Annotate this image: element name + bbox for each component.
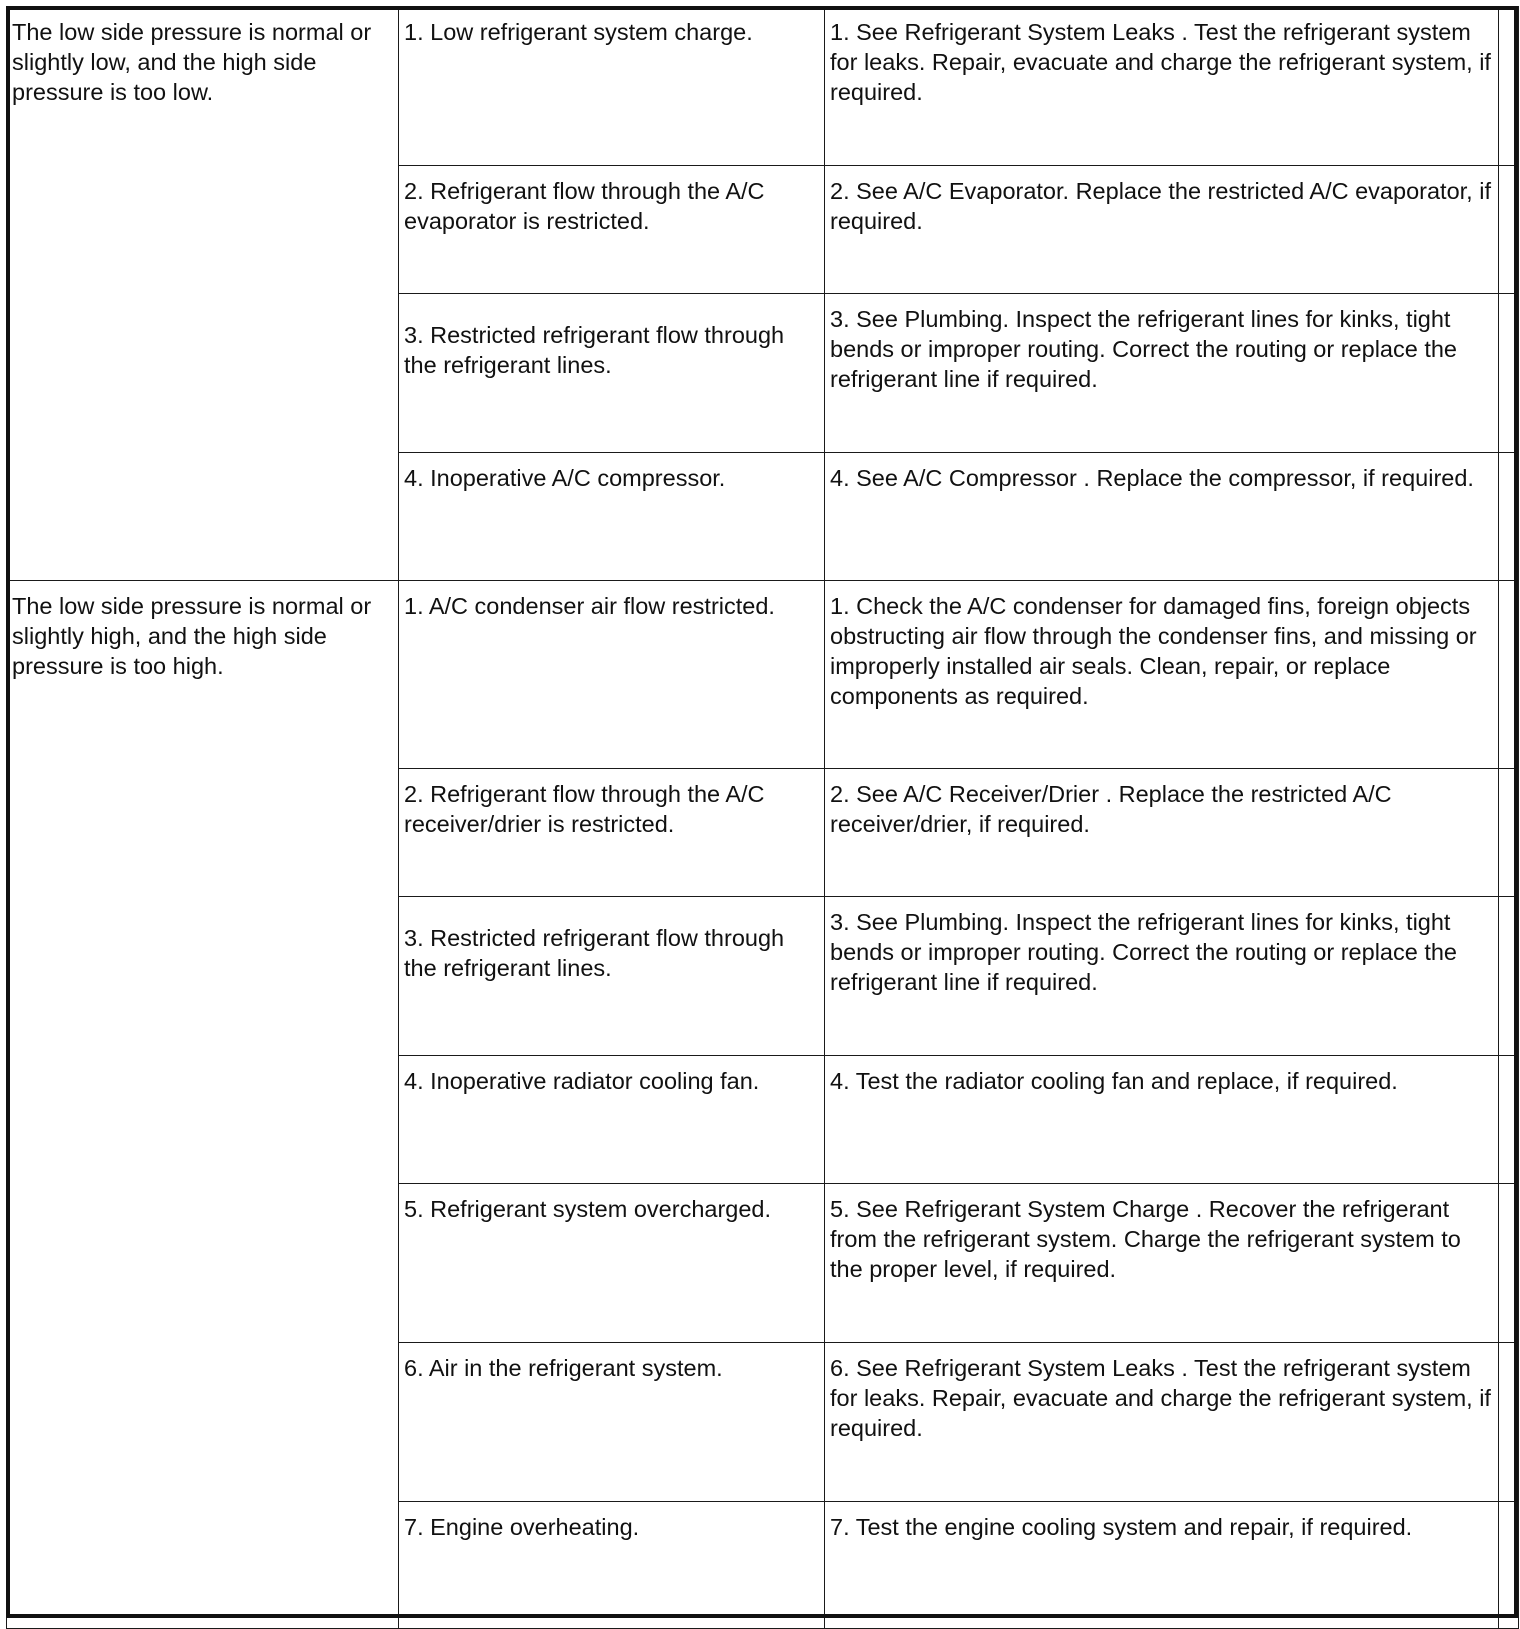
table-row — [7, 581, 1519, 769]
action-text: 4. Test the radiator cooling fan and replace, if required. — [830, 1068, 1398, 1094]
condition-cell — [7, 581, 399, 1629]
edge-cell — [1499, 1502, 1519, 1629]
action-text: 2. See A/C Evaporator. Replace the restricted A/C evaporator, if required. — [830, 178, 1491, 234]
cause-cell — [399, 294, 825, 453]
cause-cell — [399, 769, 825, 897]
cause-cell — [399, 1502, 825, 1629]
cause-cell — [399, 1343, 825, 1502]
condition-text: The low side pressure is normal or slightly low, and the high side pressure is too low. — [12, 19, 372, 105]
action-cell — [825, 897, 1499, 1056]
action-cell — [825, 1056, 1499, 1184]
edge-cell — [1499, 581, 1519, 769]
cause-cell — [399, 166, 825, 294]
action-text: 7. Test the engine cooling system and repair, if required. — [830, 1514, 1413, 1540]
action-cell — [825, 581, 1499, 769]
table-row — [7, 7, 1519, 166]
edge-cell — [1499, 769, 1519, 897]
cause-text: 6. Air in the refrigerant system. — [404, 1355, 723, 1381]
diagnostic-table — [6, 6, 1519, 1629]
action-cell — [825, 1502, 1499, 1629]
edge-cell — [1499, 166, 1519, 294]
action-cell — [825, 294, 1499, 453]
cause-text: 3. Restricted refrigerant flow through the refrigerant lines. — [404, 322, 785, 378]
cause-text: 4. Inoperative radiator cooling fan. — [404, 1068, 760, 1094]
action-text: 1. See Refrigerant System Leaks . Test the refrigerant system for leaks. Repair, evacuate and charge the refrigerant system, if required. — [830, 19, 1491, 105]
condition-text: The low side pressure is normal or slightly high, and the high side pressure is too high. — [12, 593, 372, 679]
action-text: 4. See A/C Compressor . Replace the compressor, if required. — [830, 465, 1474, 491]
cause-cell — [399, 1056, 825, 1184]
edge-cell — [1499, 1184, 1519, 1343]
action-cell — [825, 1343, 1499, 1502]
action-cell — [825, 166, 1499, 294]
cause-text: 7. Engine overheating. — [404, 1514, 640, 1540]
action-cell — [825, 453, 1499, 581]
condition-cell — [7, 7, 399, 581]
action-text: 2. See A/C Receiver/Drier . Replace the restricted A/C receiver/drier, if required. — [830, 781, 1392, 837]
edge-cell — [1499, 897, 1519, 1056]
cause-cell — [399, 581, 825, 769]
action-text: 5. See Refrigerant System Charge . Recover the refrigerant from the refrigerant system. Charge the refrigerant system to the proper level, if required. — [830, 1196, 1461, 1282]
cause-text: 2. Refrigerant flow through the A/C receiver/drier is restricted. — [404, 781, 765, 837]
cause-text: 1. A/C condenser air flow restricted. — [404, 593, 775, 619]
cause-cell — [399, 1184, 825, 1343]
diagnostic-table-sheet — [6, 6, 1519, 1629]
cause-cell — [399, 897, 825, 1056]
cause-text: 3. Restricted refrigerant flow through the refrigerant lines. — [404, 925, 785, 981]
cause-text: 1. Low refrigerant system charge. — [404, 19, 753, 45]
action-text: 3. See Plumbing. Inspect the refrigerant lines for kinks, tight bends or improper routing. Correct the routing or replace the refrigerant line if required. — [830, 306, 1457, 392]
cause-text: 4. Inoperative A/C compressor. — [404, 465, 726, 491]
cause-text: 2. Refrigerant flow through the A/C evaporator is restricted. — [404, 178, 765, 234]
action-cell — [825, 7, 1499, 166]
action-cell — [825, 769, 1499, 897]
cause-cell — [399, 7, 825, 166]
edge-cell — [1499, 1056, 1519, 1184]
cause-text: 5. Refrigerant system overcharged. — [404, 1196, 772, 1222]
action-text: 1. Check the A/C condenser for damaged fins, foreign objects obstructing air flow through the condenser fins, and missing or improperly installed air seals. Clean, repair, or replace components as required. — [830, 593, 1477, 709]
action-text: 6. See Refrigerant System Leaks . Test the refrigerant system for leaks. Repair, evacuate and charge the refrigerant system, if required. — [830, 1355, 1491, 1441]
edge-cell — [1499, 294, 1519, 453]
edge-cell — [1499, 7, 1519, 166]
action-text: 3. See Plumbing. Inspect the refrigerant lines for kinks, tight bends or improper routing. Correct the routing or replace the refrigerant line if required. — [830, 909, 1457, 995]
edge-cell — [1499, 1343, 1519, 1502]
cause-cell — [399, 453, 825, 581]
edge-cell — [1499, 453, 1519, 581]
action-cell — [825, 1184, 1499, 1343]
